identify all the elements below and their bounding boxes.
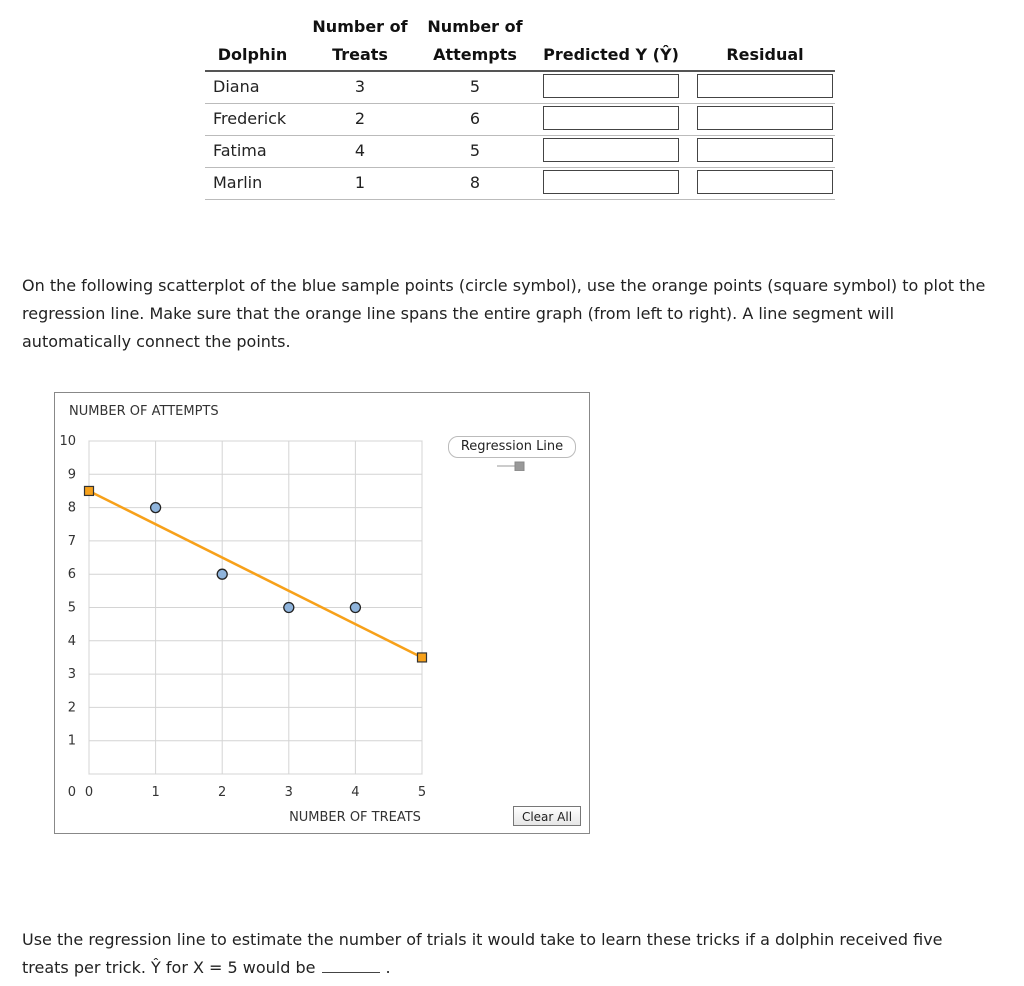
y-tick-label: 8 [67, 500, 76, 516]
x-tick-label: 3 [284, 785, 293, 800]
x-tick-label: 4 [351, 785, 360, 800]
instructions-text: On the following scatterplot of the blue sample points (circle symbol), use the orange points (square symbol) to plot the regression line. Make sure that the orange line spans the entire graph (from left to right). A line segment will automatically connect the points. [22, 276, 986, 351]
question-text-3: . [385, 958, 391, 977]
row-treats: 2 [354, 109, 366, 128]
sample-point [284, 603, 294, 613]
clear-all-button[interactable]: Clear All [513, 806, 581, 826]
row-attempts: 6 [469, 109, 481, 128]
header-residual: Residual [726, 45, 804, 64]
row-name: Frederick [213, 109, 287, 128]
y-tick-label: 7 [67, 533, 76, 549]
y-tick-label: 3 [67, 667, 76, 683]
row-name: Diana [213, 77, 260, 96]
x-tick-label: 0 [84, 785, 94, 800]
header-treats: Treats [332, 45, 388, 64]
question [22, 926, 1012, 982]
sample-point [217, 569, 227, 579]
row-name: Marlin [213, 173, 263, 192]
question-text-2: treats per trick. Ŷ for X = 5 would be [22, 958, 316, 977]
answer-blank[interactable] [322, 958, 380, 973]
row-treats: 1 [354, 173, 366, 192]
x-tick-label: 1 [151, 785, 160, 800]
header-attempts: Attempts [433, 45, 517, 64]
header-dolphin: Dolphin [217, 45, 288, 64]
header-treats-top: Number of [312, 17, 408, 36]
row-attempts: 8 [469, 173, 481, 192]
regression-square-point[interactable] [418, 653, 427, 662]
legend-label: Regression Line [460, 439, 564, 454]
y-tick-label: 5 [67, 600, 76, 616]
legend-square-tool-icon[interactable] [497, 461, 527, 471]
legend-regression-line[interactable] [448, 436, 576, 458]
row-name: Fatima [213, 141, 267, 160]
header-attempts-top: Number of [427, 17, 523, 36]
question-text-1: Use the regression line to estimate the number of trials it would take to learn these tricks if a dolphin received five [22, 930, 943, 949]
row-treats: 3 [354, 77, 366, 96]
x-axis-label: NUMBER OF TREATS [289, 810, 421, 825]
sample-point [151, 503, 161, 513]
regression-square-point[interactable] [85, 486, 94, 495]
y-tick-label: 2 [67, 700, 76, 716]
row-attempts: 5 [469, 141, 481, 160]
y-axis-label: NUMBER OF ATTEMPTS [69, 404, 219, 419]
row-attempts: 5 [469, 77, 481, 96]
x-tick-label: 5 [417, 785, 427, 800]
sample-point [350, 603, 360, 613]
y-tick-label: 9 [67, 467, 76, 483]
x-tick-label: 2 [218, 785, 227, 800]
y-tick-label: 1 [67, 733, 76, 749]
y-tick-label: 0 [67, 785, 76, 800]
y-tick-label: 10 [59, 434, 76, 449]
y-tick-label: 6 [67, 567, 76, 583]
row-treats: 4 [354, 141, 366, 160]
y-tick-label: 4 [67, 633, 76, 649]
header-predicted: Predicted Y (Ŷ) [543, 45, 679, 64]
